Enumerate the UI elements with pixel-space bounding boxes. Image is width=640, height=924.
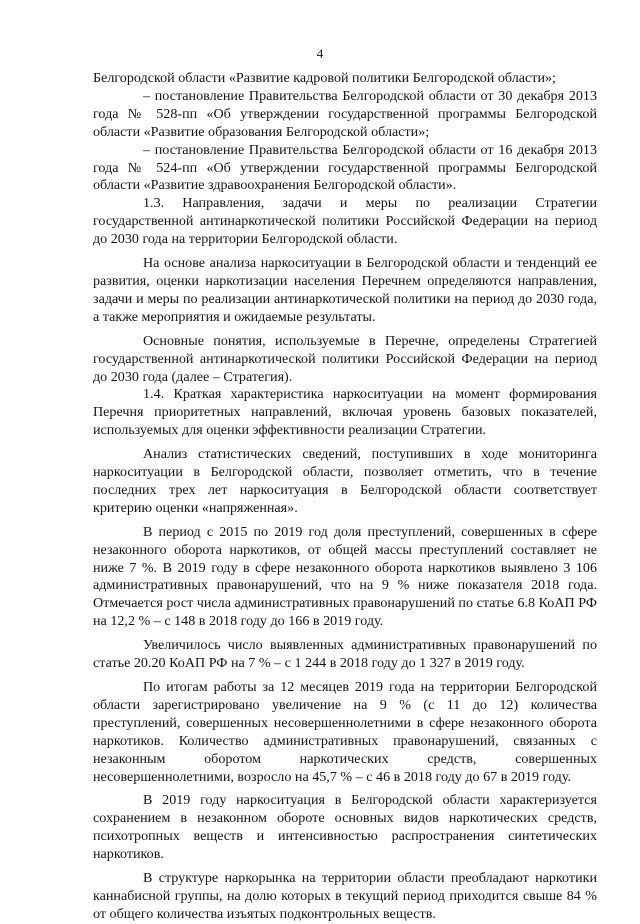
page-number: 4	[316, 46, 324, 61]
list-item-resolution-528: – постановление Правительства Белгородской области от 30 декабря 2013 года № 528-пп «Об утверждении государственной программы Белгородской области «Развитие образования Белгородской области»;	[93, 87, 597, 140]
paragraph-basic-concepts: Основные понятия, используемые в Перечне, определены Стратегией государственной антинаркотической политики Российской Федерации на период до 2030 года (далее – Стратегия).	[93, 332, 597, 385]
paragraph-drug-market-structure: В структуре наркорынка на территории области преобладают наркотики каннабисной группы, на долю которых в текущий период приходится свыше 84 % от общего количества изъятых подконтрольных веществ.	[93, 870, 597, 922]
paragraph-statistical-analysis: Анализ статистических сведений, поступивших в ходе мониторинга наркоситуации в Белгородской области, позволяет отметить, что в течение последних трех лет наркоситуация в Белгородской области соответствует критерию оценки «напряженная».	[93, 446, 597, 516]
paragraph-continuation: Белгородской области «Развитие кадровой политики Белгородской области»;	[93, 70, 556, 86]
paragraph-violations-increase: Увеличилось число выявленных административных правонарушений по статье 20.20 КоАП РФ на 7 % – с 1 244 в 2018 году до 1 327 в 2019 году.	[93, 637, 597, 672]
paragraph-drug-situation-2019: В 2019 году наркоситуация в Белгородской области характеризуется сохранением в незаконном обороте основных видов наркотических средств, психотропных веществ и интенсивностью распространения синтетических наркотиков.	[93, 792, 597, 863]
section-heading-1-4: 1.4. Краткая характеристика наркоситуации на момент формирования Перечня приоритетных направлений, включая уровень базовых показателей, используемых для оценки эффективности реализации Стратегии.	[93, 386, 597, 439]
document-body	[93, 70, 597, 924]
section-heading-1-3: 1.3. Направления, задачи и меры по реализации Стратегии государственной антинаркотической политики Российской Федерации на период до 2030 года на территории Белгородской области.	[93, 195, 597, 248]
paragraph-analysis-basis: На основе анализа наркоситуации в Белгородской области и тенденций ее развития, оценки наркотизации населения Перечнем определяются направления, задачи и меры по реализации антинаркотической политики на период до 2030 года, а также мероприятия и ожидаемые результаты.	[93, 255, 597, 325]
list-item-resolution-524: – постановление Правительства Белгородской области от 16 декабря 2013 года № 524-пп «Об утверждении государственной программы Белгородской области «Развитие здравоохранения Белгородской области».	[93, 141, 597, 194]
paragraph-minors-statistics: По итогам работы за 12 месяцев 2019 года на территории Белгородской области зарегистрировано увеличение на 9 % (с 11 до 12) количества преступлений, совершенных несовершеннолетними в сфере незаконного оборота наркотиков. Количество административных правонарушений, связанных с незаконным оборотом наркотических средств, совершенных несовершеннолетними, возросло на 45,7 % – с 46 в 2018 году до 67 в 2019 году.	[93, 679, 597, 785]
paragraph-crime-share: В период с 2015 по 2019 год доля преступлений, совершенных в сфере незаконного оборота наркотиков, от общей массы преступлений составляет не ниже 7 %. В 2019 году в сфере незаконного оборота наркотиков выявлено 3 106 административных правонарушений, что на 9 % ниже показателя 2018 года. Отмечается рост числа административных правонарушений по статье 6.8 КоАП РФ на 12,2 % – с 148 в 2018 году до 166 в 2019 году.	[93, 523, 597, 630]
